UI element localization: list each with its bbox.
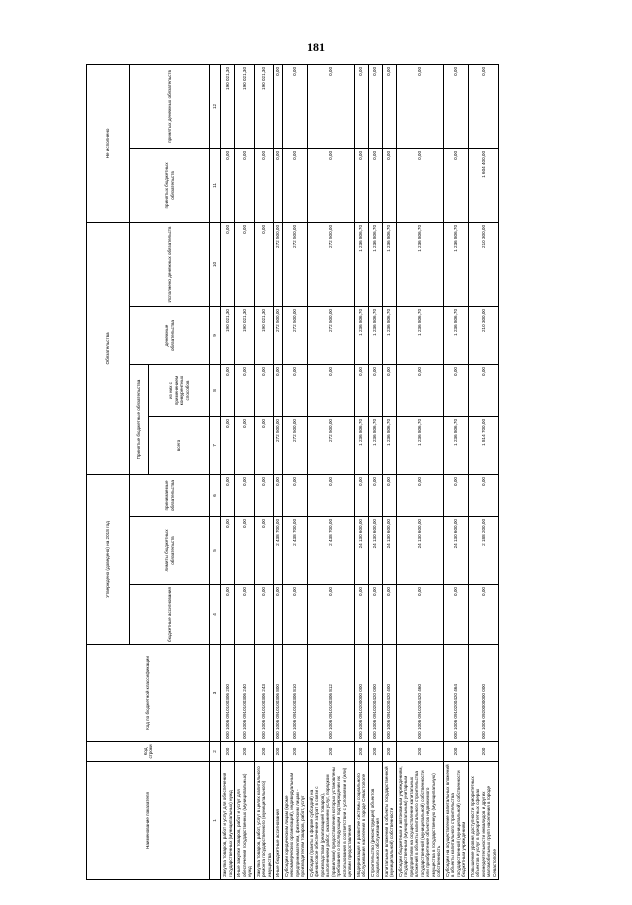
table-row [382, 64, 396, 879]
header-classification: Код по бюджетной классификации [87, 645, 210, 742]
row-classification: 000 1006 0910200420 000 [368, 645, 382, 742]
value-unfulfilled-budget: 0,00 [396, 148, 443, 222]
value-accepted: 0,00 [235, 475, 255, 517]
row-code: 200 [221, 742, 235, 762]
value-fulfilled-monetary: 0,00 [254, 222, 274, 306]
value-monetary: 272 500,00 [282, 307, 307, 365]
value-accepted-total: 1 236 806,70 [354, 417, 368, 475]
value-budget-allocations: 0,00 [221, 585, 235, 645]
value-fulfilled-monetary: 0,00 [235, 222, 255, 306]
column-number: 5 [210, 517, 221, 585]
value-accepted-total: 272 500,00 [282, 417, 307, 475]
value-accepted-total: 1 236 806,70 [368, 417, 382, 475]
value-monetary: 190 021,30 [235, 307, 255, 365]
value-monetary: 190 021,30 [221, 307, 235, 365]
column-number: 11 [210, 148, 221, 222]
row-classification: 000 1006 0910200420 464 [443, 645, 468, 742]
report-table [86, 64, 499, 880]
value-competitive: 0,00 [221, 365, 235, 417]
row-classification: 000 1006 0910100306 200 [221, 645, 235, 742]
value-budget-allocations: 0,00 [382, 585, 396, 645]
header-competitive: из них с применением конкурентных способов [149, 365, 210, 417]
row-classification: 000 1006 0910100306 243 [254, 645, 274, 742]
value-fulfilled-monetary: 210 300,00 [468, 222, 499, 306]
row-name: Закупка товаров, работ, услуг в целях капитального ремонта государственного (муниципального) имущества [254, 762, 274, 880]
table-row [254, 64, 274, 879]
value-monetary: 1 236 806,70 [368, 307, 382, 365]
table-row [443, 64, 468, 879]
column-number: 6 [210, 475, 221, 517]
value-accepted: 0,00 [382, 475, 396, 517]
value-accepted-total: 0,00 [235, 417, 255, 475]
column-number: 1 [210, 762, 221, 880]
value-accepted: 0,00 [221, 475, 235, 517]
header-monetary: денежные обязательства [130, 307, 210, 365]
row-classification: 000 1006 0910200420 400 [382, 645, 396, 742]
header-name: Наименование показателя [87, 762, 210, 880]
value-fulfilled-monetary: 1 236 806,70 [443, 222, 468, 306]
value-unfulfilled-monetary: 0,00 [468, 64, 499, 148]
value-fulfilled-monetary: 1 236 806,70 [382, 222, 396, 306]
value-unfulfilled-monetary: 0,00 [282, 64, 307, 148]
row-name: Субсидии юридическим лицам (кроме некоммерческих организаций), индивидуальным предпринимателям, физическим лицам - производителям товаров, работ, услуг [282, 762, 307, 880]
value-unfulfilled-monetary: 0,00 [382, 64, 396, 148]
value-budget-allocations: 0,00 [468, 585, 499, 645]
value-accepted: 0,00 [354, 475, 368, 517]
value-budget-allocations: 0,00 [396, 585, 443, 645]
row-code: 200 [396, 742, 443, 762]
value-unfulfilled-budget: 0,00 [354, 148, 368, 222]
value-unfulfilled-monetary: 190 021,30 [254, 64, 274, 148]
value-unfulfilled-monetary: 190 021,30 [235, 64, 255, 148]
row-code: 200 [307, 742, 354, 762]
row-classification: 000 1006 0910200420 460 [396, 645, 443, 742]
value-accepted-total: 1 236 806,70 [443, 417, 468, 475]
value-fulfilled-monetary: 272 500,00 [307, 222, 354, 306]
row-classification: 000 1006 0910100306 240 [235, 645, 255, 742]
column-number: 8 [210, 365, 221, 417]
value-accepted: 0,00 [274, 475, 283, 517]
header-fulfilled-monetary: Исполнено денежных обязательств [130, 222, 210, 306]
value-monetary: 1 236 806,70 [354, 307, 368, 365]
header-total: всего [149, 417, 210, 475]
header-code: Код строки [87, 742, 210, 762]
header-not-fulfilled-group: Не исполнено [87, 64, 130, 222]
value-unfulfilled-budget: 0,00 [254, 148, 274, 222]
value-unfulfilled-monetary: 0,00 [354, 64, 368, 148]
row-code: 200 [282, 742, 307, 762]
value-accepted: 0,00 [254, 475, 274, 517]
value-unfulfilled-budget: 0,00 [368, 148, 382, 222]
value-competitive: 0,00 [382, 365, 396, 417]
value-budget-allocations: 0,00 [368, 585, 382, 645]
row-name: Капитальные вложения в объекты государственной (муниципальной) собственности [382, 762, 396, 880]
column-number: 7 [210, 417, 221, 475]
header-limits: лимиты бюджетных обязательств [130, 517, 210, 585]
row-name: Субсидии на осуществление капитальных вложений в объекты капитального строительства государственной (муниципальной) собственности бюджетным учреждениям [443, 762, 468, 880]
table-row [235, 64, 255, 879]
value-monetary: 272 500,00 [274, 307, 283, 365]
value-monetary: 210 300,00 [468, 307, 499, 365]
value-accepted-total: 0,00 [221, 417, 235, 475]
header-accepted: принимаемые обязательства [130, 475, 210, 517]
value-accepted: 0,00 [468, 475, 499, 517]
row-classification: 000 1006 0910100306 810 [282, 645, 307, 742]
value-fulfilled-monetary: 1 236 806,70 [368, 222, 382, 306]
value-budget-allocations: 0,00 [274, 585, 283, 645]
value-unfulfilled-budget: 0,00 [282, 148, 307, 222]
value-fulfilled-monetary: 272 500,00 [274, 222, 283, 306]
header-accepted-monetary-obl: принятых денежных обязательств [130, 64, 210, 148]
value-limits: 0,00 [235, 517, 255, 585]
value-limits: 24 130 600,00 [382, 517, 396, 585]
value-accepted-total: 1 236 806,70 [382, 417, 396, 475]
value-unfulfilled-budget: 0,00 [221, 148, 235, 222]
value-limits: 24 130 600,00 [368, 517, 382, 585]
row-classification: 000 1006 0910100306 812 [307, 645, 354, 742]
value-competitive: 0,00 [274, 365, 283, 417]
row-name: Строительство (реконструкция) объектов социального обслуживания [368, 762, 382, 880]
rotated-table-wrapper [86, 65, 604, 880]
value-limits: 2 438 700,00 [307, 517, 354, 585]
value-accepted: 0,00 [282, 475, 307, 517]
value-limits: 2 438 700,00 [274, 517, 283, 585]
row-classification: 000 1006 0910100306 800 [274, 645, 283, 742]
value-limits: 0,00 [221, 517, 235, 585]
value-accepted: 0,00 [368, 475, 382, 517]
table-row [396, 64, 443, 879]
value-monetary: 190 021,30 [254, 307, 274, 365]
value-unfulfilled-budget: 1 604 400,00 [468, 148, 499, 222]
value-unfulfilled-monetary: 0,00 [396, 64, 443, 148]
value-accepted-total: 272 500,00 [307, 417, 354, 475]
value-limits: 0,00 [254, 517, 274, 585]
row-code: 200 [382, 742, 396, 762]
value-competitive: 0,00 [443, 365, 468, 417]
value-competitive: 0,00 [468, 365, 499, 417]
column-number: 10 [210, 222, 221, 306]
row-code: 200 [468, 742, 499, 762]
value-limits: 2 188 200,00 [468, 517, 499, 585]
value-unfulfilled-monetary: 0,00 [274, 64, 283, 148]
value-budget-allocations: 0,00 [354, 585, 368, 645]
value-accepted-total: 1 814 700,00 [468, 417, 499, 475]
table-row [368, 64, 382, 879]
value-unfulfilled-budget: 0,00 [307, 148, 354, 222]
value-budget-allocations: 0,00 [443, 585, 468, 645]
row-code: 200 [354, 742, 368, 762]
table-row [274, 64, 283, 879]
value-competitive: 0,00 [235, 365, 255, 417]
header-obligations-group: Обязательства [87, 222, 130, 474]
value-monetary: 1 236 806,70 [396, 307, 443, 365]
table-row [468, 64, 499, 879]
row-code: 200 [368, 742, 382, 762]
value-competitive: 0,00 [354, 365, 368, 417]
value-unfulfilled-monetary: 0,00 [368, 64, 382, 148]
column-numbers-row [210, 64, 221, 879]
page-number: 181 [307, 40, 325, 54]
row-name: Повышение уровня доступности приоритетных объектов и услуг в приоритетных сферах жизнедеятельности инвалидов и других маломобильных групп населения в городе Севастополе [468, 762, 499, 880]
table-row [221, 64, 235, 879]
value-unfulfilled-budget: 0,00 [382, 148, 396, 222]
value-competitive: 0,00 [282, 365, 307, 417]
value-fulfilled-monetary: 1 236 806,70 [354, 222, 368, 306]
value-fulfilled-monetary: 1 236 806,70 [396, 222, 443, 306]
value-accepted-total: 1 236 806,70 [396, 417, 443, 475]
value-accepted: 0,00 [396, 475, 443, 517]
row-code: 200 [254, 742, 274, 762]
header-accepted-budget-obl: принятых бюджетных обязательств [130, 148, 210, 222]
value-accepted: 0,00 [443, 475, 468, 517]
header-accepted-budget-group: Принятые бюджетные обязательства [130, 365, 149, 475]
value-accepted: 0,00 [307, 475, 354, 517]
row-name: Субсидии (гранты в форме субсидий) на финансовое обеспечение затрат в связи с производством (реализацией товаров), выполнением работ, оказанием услуг, порядком (правилами) предоставления которых установлены требования о последующем подтверждении их использования в соответствии с условиями и (или) целями предоставления [307, 762, 354, 880]
value-unfulfilled-monetary: 190 021,30 [221, 64, 235, 148]
row-name: Модернизация и развитие системы социального обслуживания населения в городе Севастополе [354, 762, 368, 880]
table-body [221, 64, 499, 879]
value-limits: 2 438 700,00 [282, 517, 307, 585]
column-number: 3 [210, 645, 221, 742]
table-row [354, 64, 368, 879]
value-limits: 24 130 600,00 [396, 517, 443, 585]
value-monetary: 1 236 806,70 [382, 307, 396, 365]
column-number: 2 [210, 742, 221, 762]
header-approved-group: Утверждено (доведено) на 2018 год [87, 475, 130, 645]
value-budget-allocations: 0,00 [235, 585, 255, 645]
value-monetary: 1 236 806,70 [443, 307, 468, 365]
value-unfulfilled-budget: 0,00 [274, 148, 283, 222]
row-code: 200 [274, 742, 283, 762]
value-limits: 24 130 600,00 [354, 517, 368, 585]
column-number: 9 [210, 307, 221, 365]
row-name: Субсидии бюджетным и автономным учреждениям, государственным (муниципальным) унитарным предприятиям на осуществление капитальных вложений в объекты капитального строительства государственной (муниципальной) собственности или приобретение объектов недвижимого имущества в государственную (муниципальную) собственность [396, 762, 443, 880]
table-row [282, 64, 307, 879]
value-competitive: 0,00 [368, 365, 382, 417]
row-code: 200 [235, 742, 255, 762]
row-classification: 000 1006 0910200000 000 [354, 645, 368, 742]
value-fulfilled-monetary: 0,00 [221, 222, 235, 306]
row-name: Иные закупки товаров, работ и услуг для обеспечения государственных (муниципальных) нужд [235, 762, 255, 880]
value-competitive: 0,00 [396, 365, 443, 417]
value-unfulfilled-monetary: 0,00 [443, 64, 468, 148]
table-row [307, 64, 354, 879]
value-budget-allocations: 0,00 [254, 585, 274, 645]
value-accepted-total: 272 500,00 [274, 417, 283, 475]
value-budget-allocations: 0,00 [307, 585, 354, 645]
value-unfulfilled-budget: 0,00 [235, 148, 255, 222]
value-accepted-total: 0,00 [254, 417, 274, 475]
value-monetary: 272 500,00 [307, 307, 354, 365]
value-unfulfilled-budget: 0,00 [443, 148, 468, 222]
value-fulfilled-monetary: 272 500,00 [282, 222, 307, 306]
column-number: 4 [210, 585, 221, 645]
value-competitive: 0,00 [254, 365, 274, 417]
row-name: Иные бюджетные ассигнования [274, 762, 283, 880]
row-name: Закупка товаров, работ и услуг для обеспечения государственных (муниципальных) нужд [221, 762, 235, 880]
value-limits: 24 130 600,00 [443, 517, 468, 585]
header-budget-allocations: бюджетные ассигнования [130, 585, 210, 645]
value-unfulfilled-monetary: 0,00 [307, 64, 354, 148]
value-competitive: 0,00 [307, 365, 354, 417]
row-classification: 000 1006 0920000000 000 [468, 645, 499, 742]
row-code: 200 [443, 742, 468, 762]
value-budget-allocations: 0,00 [282, 585, 307, 645]
column-number: 12 [210, 64, 221, 148]
